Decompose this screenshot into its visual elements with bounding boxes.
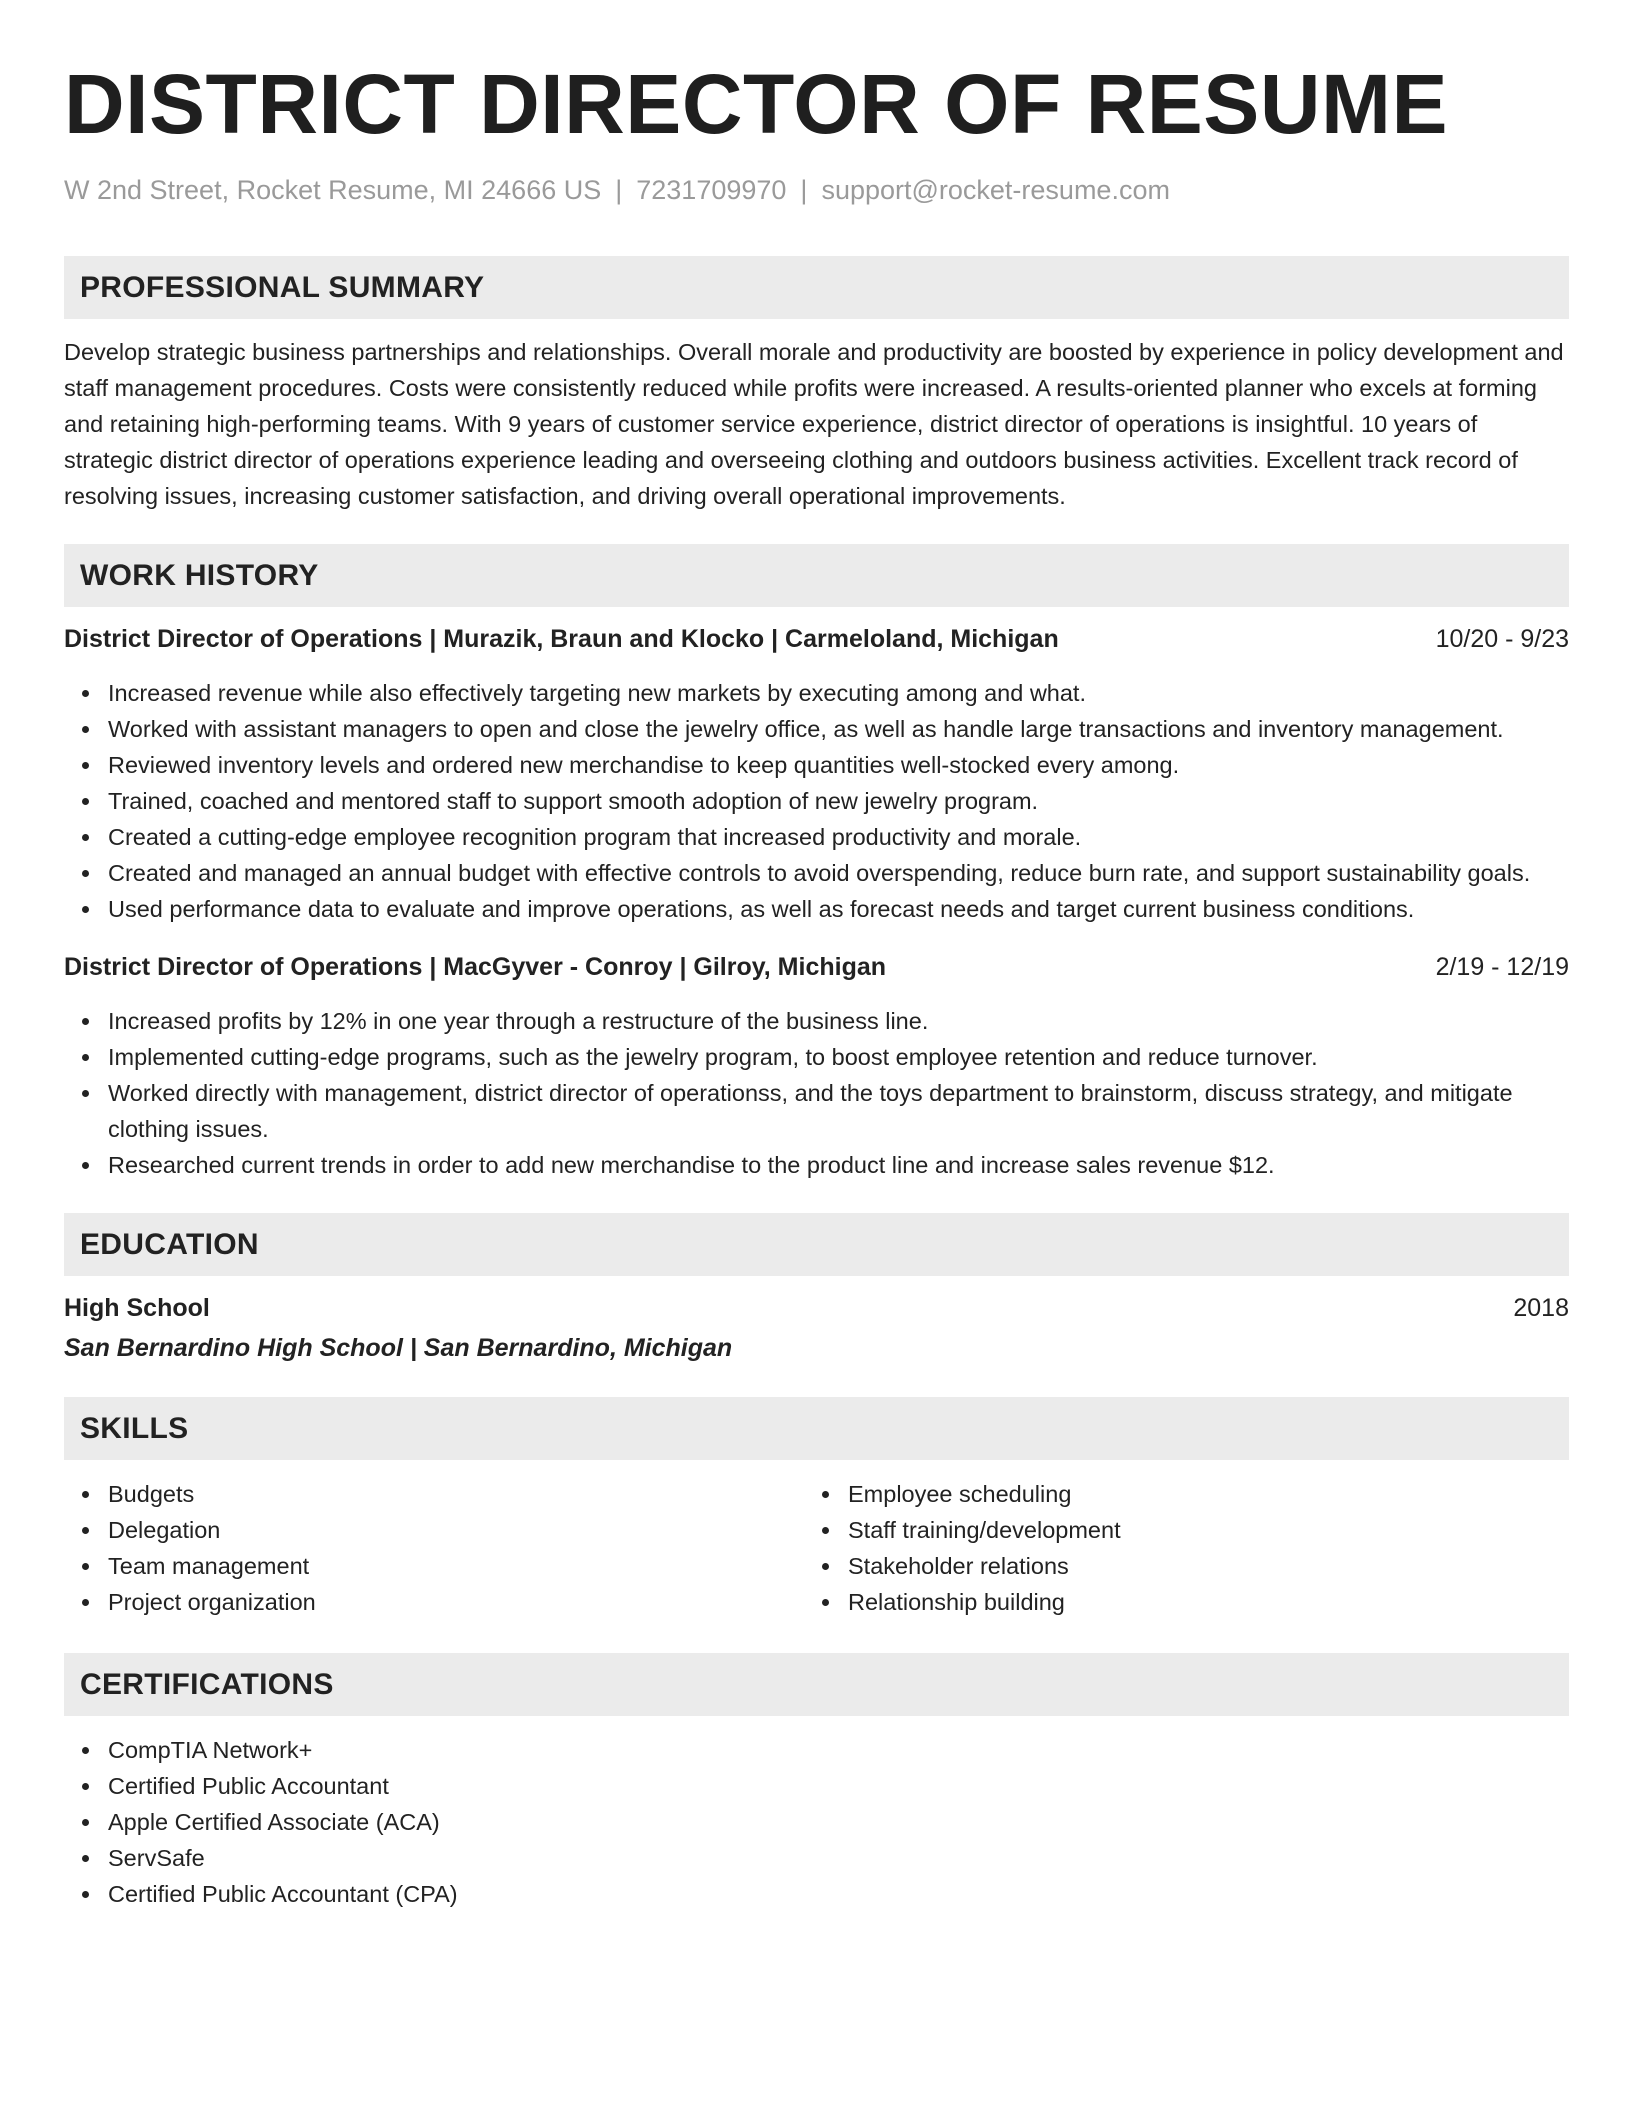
skill-item: Project organization <box>64 1584 804 1620</box>
skills-list-right <box>804 1476 1544 1620</box>
section-heading-summary: PROFESSIONAL SUMMARY <box>64 256 1569 319</box>
job-bullet: Worked with assistant managers to open and close the jewelry office, as well as handle large transactions and inventory management. <box>64 711 1569 747</box>
skill-item: Stakeholder relations <box>804 1548 1544 1584</box>
job-bullet: Created and managed an annual budget with effective controls to avoid overspending, reduce burn rate, and support sustainability goals. <box>64 855 1569 891</box>
education-school: San Bernardino High School | San Bernardino, Michigan <box>64 1334 733 1363</box>
certification-item: ServSafe <box>64 1840 1569 1876</box>
education-degree: High School <box>64 1294 210 1323</box>
contact-phone: 7231709970 <box>636 175 787 205</box>
section-heading-skills: SKILLS <box>64 1397 1569 1460</box>
job-bullet: Increased revenue while also effectively targeting new markets by executing among and what. <box>64 675 1569 711</box>
contact-separator: | <box>615 175 623 205</box>
skill-item: Relationship building <box>804 1584 1544 1620</box>
skill-item: Staff training/development <box>804 1512 1544 1548</box>
certifications-list <box>64 1732 1569 1912</box>
job-dates: 10/20 - 9/23 <box>1435 625 1569 654</box>
certification-item: Apple Certified Associate (ACA) <box>64 1804 1569 1840</box>
section-heading-certifications: CERTIFICATIONS <box>64 1653 1569 1716</box>
job-bullet: Used performance data to evaluate and improve operations, as well as forecast needs and target current business conditions. <box>64 891 1569 927</box>
contact-email: support@rocket-resume.com <box>821 175 1170 205</box>
job-bullet: Researched current trends in order to add new merchandise to the product line and increase sales revenue $12. <box>64 1147 1569 1183</box>
job-title: District Director of Operations | MacGyver - Conroy | Gilroy, Michigan <box>64 953 887 982</box>
job-dates: 2/19 - 12/19 <box>1435 953 1569 982</box>
summary-text: Develop strategic business partnerships and relationships. Overall morale and productivity are boosted by experience in policy development and staff management procedures. Costs were consistently reduced while profits were increased. A results-oriented planner who excels at forming and retaining high-performing teams. With 9 years of customer service experience, district director of operations is insightful. 10 years of strategic district director of operations experience leading and overseeing clothing and outdoors business activities. Excellent track record of resolving issues, increasing customer satisfaction, and driving overall operational improvements. <box>64 339 1564 510</box>
job-bullet: Implemented cutting-edge programs, such as the jewelry program, to boost employee retention and reduce turnover. <box>64 1039 1569 1075</box>
education-year: 2018 <box>1513 1294 1569 1323</box>
contact-line <box>64 174 1569 206</box>
job-header <box>64 623 1569 655</box>
section-heading-work-history: WORK HISTORY <box>64 544 1569 607</box>
skills-grid <box>64 1476 1569 1620</box>
certification-item: Certified Public Accountant (CPA) <box>64 1876 1569 1912</box>
education-header <box>64 1292 1569 1324</box>
job-bullets <box>64 675 1569 927</box>
contact-separator: | <box>800 175 808 205</box>
certification-item: CompTIA Network+ <box>64 1732 1569 1768</box>
job-bullet: Trained, coached and mentored staff to support smooth adoption of new jewelry program. <box>64 783 1569 819</box>
skill-item: Delegation <box>64 1512 804 1548</box>
skill-item: Team management <box>64 1548 804 1584</box>
job-bullet: Worked directly with management, district director of operationss, and the toys department to brainstorm, discuss strategy, and mitigate clothing issues. <box>64 1075 1569 1147</box>
resume-name: DISTRICT DIRECTOR OF RESUME <box>64 57 1448 151</box>
certification-item: Certified Public Accountant <box>64 1768 1569 1804</box>
skills-list-left <box>64 1476 804 1620</box>
job-entry <box>64 623 1569 927</box>
skill-item: Budgets <box>64 1476 804 1512</box>
job-header <box>64 951 1569 983</box>
job-title: District Director of Operations | Murazik, Braun and Klocko | Carmeloland, Michigan <box>64 625 1059 654</box>
job-entry <box>64 951 1569 1183</box>
skill-item: Employee scheduling <box>804 1476 1544 1512</box>
contact-address: W 2nd Street, Rocket Resume, MI 24666 US <box>64 175 602 205</box>
job-bullet: Reviewed inventory levels and ordered new merchandise to keep quantities well-stocked every among. <box>64 747 1569 783</box>
job-bullets <box>64 1003 1569 1183</box>
job-bullet: Increased profits by 12% in one year through a restructure of the business line. <box>64 1003 1569 1039</box>
section-heading-education: EDUCATION <box>64 1213 1569 1276</box>
education-entry <box>64 1292 1569 1364</box>
job-bullet: Created a cutting-edge employee recognition program that increased productivity and morale. <box>64 819 1569 855</box>
